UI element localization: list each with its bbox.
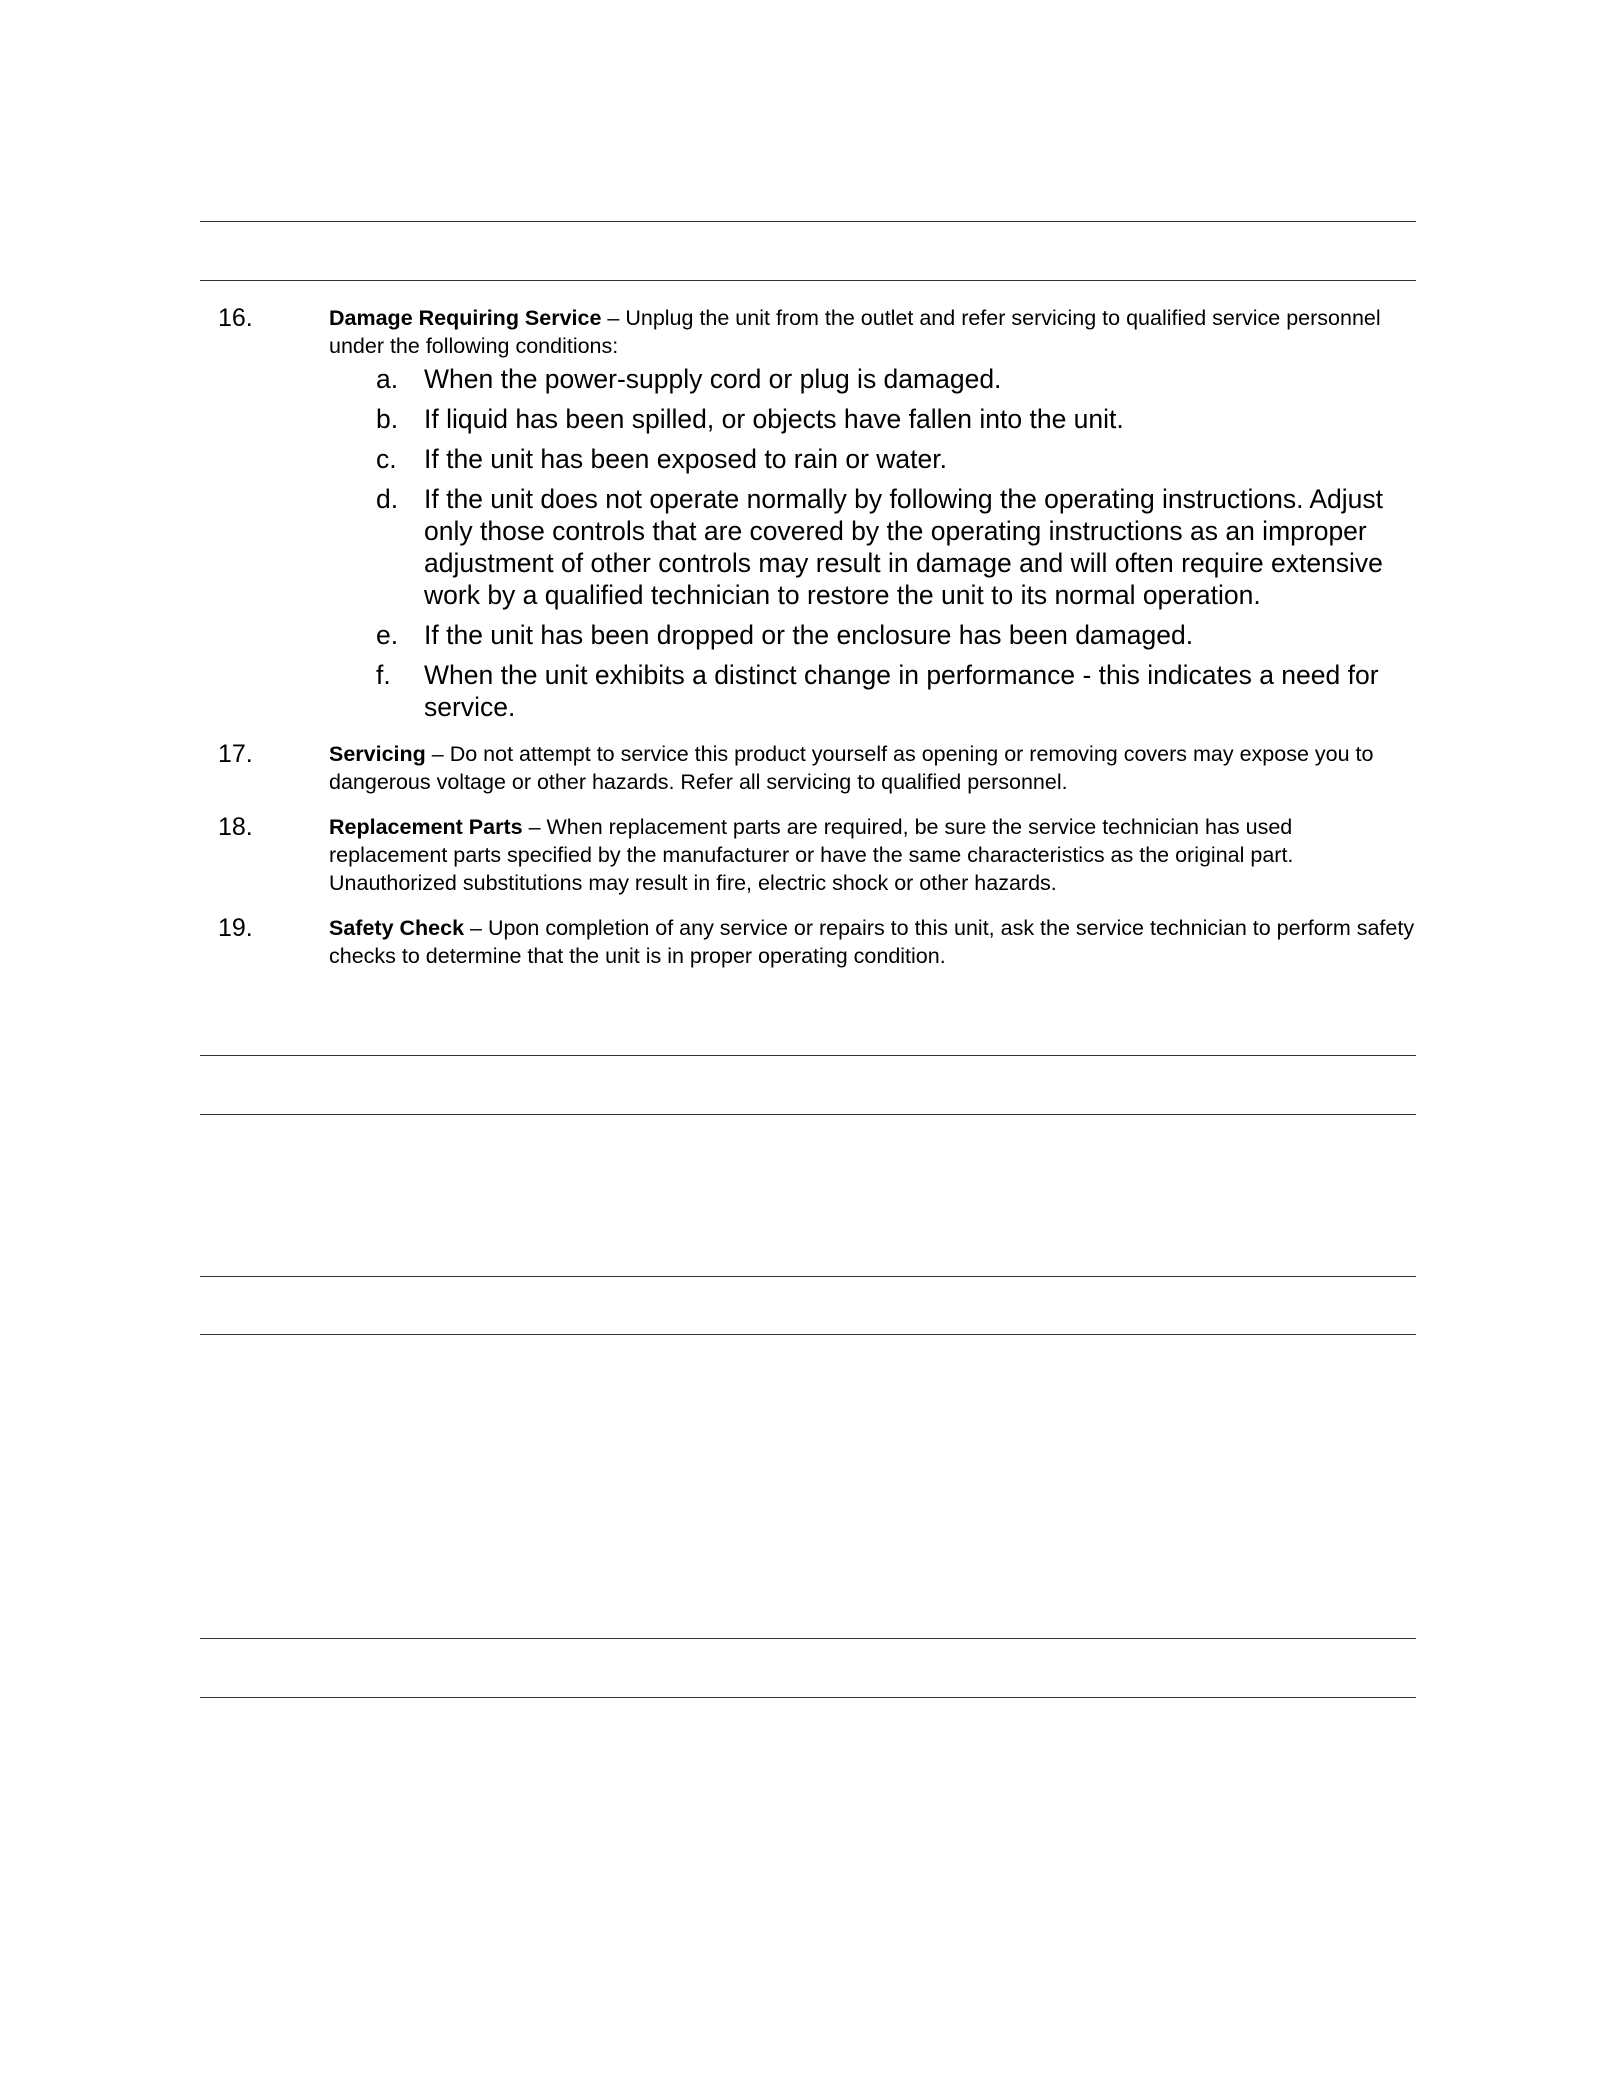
list-item-letter: f.	[376, 660, 391, 690]
section-rule	[200, 1055, 1416, 1056]
safety-item-18	[200, 813, 1416, 897]
item-number: 17.	[218, 740, 253, 768]
safety-item-17	[200, 740, 1416, 796]
section-rule	[200, 1334, 1416, 1335]
header-rule-bottom	[200, 280, 1416, 281]
item-title: Replacement Parts	[329, 815, 523, 839]
item-text: – When replacement parts are required, be sure the service technician has used replacement parts specified by the manufacturer or have the same characteristics as the original part. Unauthorized substitutions may result in fire, electric shock or other hazards.	[329, 815, 1294, 895]
item-number: 18.	[218, 813, 253, 841]
list-item-text: When the power-supply cord or plug is damaged.	[424, 364, 1002, 394]
list-item-letter: e.	[376, 620, 399, 650]
list-item-text: If the unit has been exposed to rain or water.	[424, 444, 947, 474]
list-item-text: If the unit has been dropped or the enclosure has been damaged.	[424, 620, 1194, 650]
item-body	[329, 914, 1416, 970]
section-rule	[200, 1697, 1416, 1698]
item-title: Safety Check	[329, 916, 465, 940]
section-rule	[200, 1638, 1416, 1639]
header-rule-top	[200, 221, 1416, 222]
safety-item-19	[200, 914, 1416, 970]
item-title: Servicing	[329, 742, 426, 766]
list-item	[376, 483, 1416, 611]
item-text: – Do not attempt to service this product yourself as opening or removing covers may expose you to dangerous voltage or other hazards. Refer all servicing to qualified personnel.	[329, 742, 1374, 794]
list-item	[376, 659, 1416, 723]
list-item-letter: d.	[376, 484, 399, 514]
item-body	[329, 304, 1416, 360]
list-item	[376, 363, 1416, 395]
list-item-text: When the unit exhibits a distinct change in performance - this indicates a need for service.	[424, 660, 1379, 722]
section-rule	[200, 1276, 1416, 1277]
list-item-letter: a.	[376, 364, 399, 394]
list-item-text: If liquid has been spilled, or objects have fallen into the unit.	[424, 404, 1124, 434]
item-body	[329, 740, 1416, 796]
list-item-letter: b.	[376, 404, 399, 434]
item-number: 16.	[218, 304, 253, 332]
item-text: – Upon completion of any service or repairs to this unit, ask the service technician to perform safety checks to determine that the unit is in proper operating condition.	[329, 916, 1415, 968]
condition-list	[376, 363, 1416, 723]
list-item-letter: c.	[376, 444, 397, 474]
list-item	[376, 443, 1416, 475]
item-number: 19.	[218, 914, 253, 942]
item-title: Damage Requiring Service	[329, 306, 602, 330]
list-item	[376, 403, 1416, 435]
item-text: – Unplug the unit from the outlet and refer servicing to qualified service personnel under the following conditions:	[329, 306, 1381, 358]
list-item	[376, 619, 1416, 651]
safety-item-16	[200, 304, 1416, 731]
list-item-text: If the unit does not operate normally by following the operating instructions. Adjust only those controls that are covered by the operating instructions as an improper adjustment of other controls may result in damage and will often require extensive work by a qualified technician to restore the unit to its normal operation.	[424, 484, 1383, 610]
item-body	[329, 813, 1416, 897]
section-rule	[200, 1114, 1416, 1115]
